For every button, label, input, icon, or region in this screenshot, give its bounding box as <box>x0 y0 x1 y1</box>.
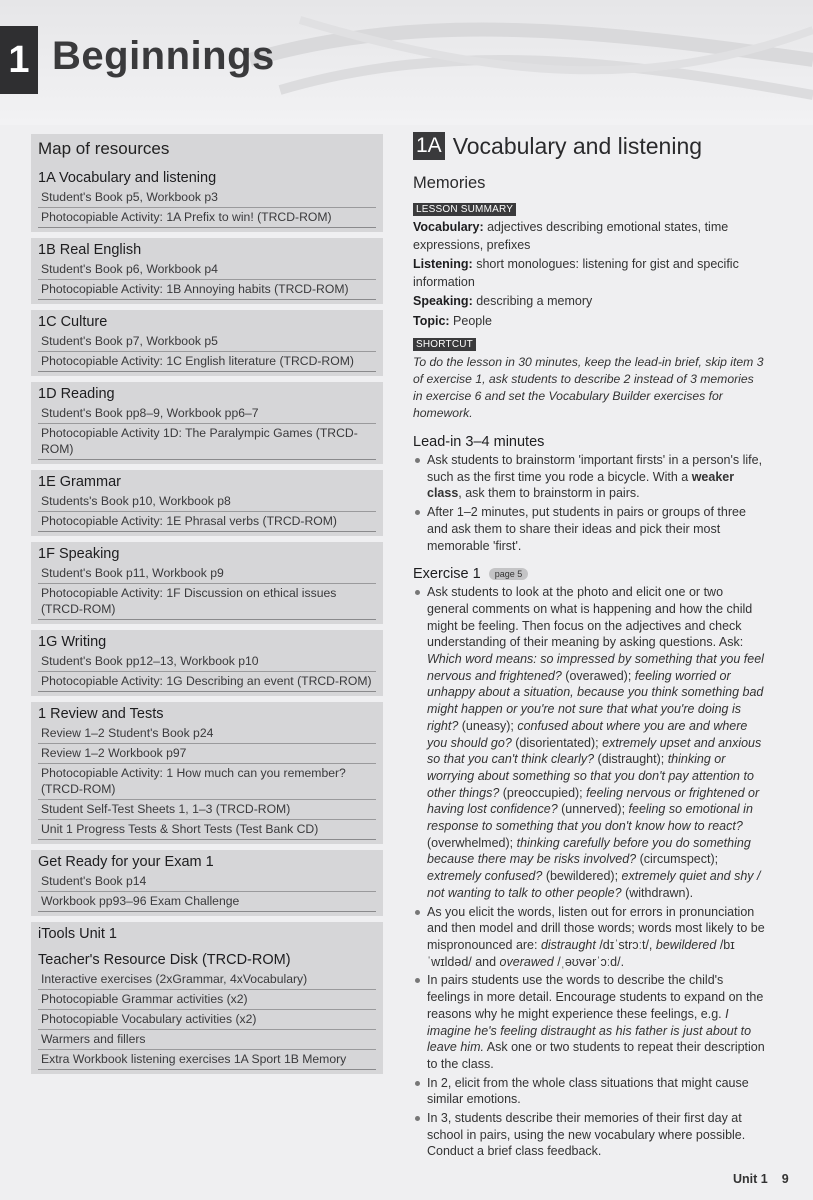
resource-block-1g <box>31 630 383 696</box>
section-heading <box>413 132 765 160</box>
resource-line: Student's Book p11, Workbook p9 <box>38 564 376 584</box>
trcd-title: Teacher's Resource Disk (TRCD-ROM) <box>38 952 291 968</box>
section-title: Vocabulary and listening <box>452 132 703 159</box>
summary-listening: Listening: short monologues: listening for gist and specific information <box>413 257 739 289</box>
resource-line: Photocopiable Activity: 1A Prefix to win! (TRCD-ROM) <box>38 208 376 228</box>
resource-line: Student's Book p5, Workbook p3 <box>38 188 376 208</box>
resource-line: Warmers and fillers <box>38 1030 376 1050</box>
resource-line: Extra Workbook listening exercises 1A Sport 1B Memory <box>38 1050 376 1070</box>
resource-line: Student's Book p14 <box>38 872 376 892</box>
resource-title: Get Ready for your Exam 1 <box>38 854 214 870</box>
map-heading: Map of resources <box>31 134 383 168</box>
list-item: Ask students to brainstorm 'important firsts' in a person's life, such as the first time you rode a bicycle. With a weaker class, ask them to brainstorm in pairs. <box>413 452 765 502</box>
lesson-summary <box>413 219 765 330</box>
summary-vocabulary: Vocabulary: adjectives describing emotional states, time expressions, prefixes <box>413 220 729 252</box>
list-item: In pairs students use the words to describe the child's feelings in more detail. Encourage students to expand on the reasons why he might experience these feelings, e.g. I imagine he's feeling distraught as his father is just about to leave him. Ask one or two students to repeat their description to the class. <box>413 972 765 1072</box>
list-item: In 3, students describe their memories of their first day at school in pairs, using the new vocabulary where possible. Conduct a brief class feedback. <box>413 1110 765 1160</box>
resource-block-itools <box>31 922 383 1074</box>
lesson-subtitle: Memories <box>413 174 486 192</box>
resource-line: Photocopiable Grammar activities (x2) <box>38 990 376 1010</box>
resource-title: 1C Culture <box>38 314 108 330</box>
resource-block-exam <box>31 850 383 916</box>
summary-speaking: Speaking: describing a memory <box>413 294 593 308</box>
resource-block-1a <box>31 168 383 232</box>
resource-line: Photocopiable Activity 1D: The Paralympic Games (TRCD-ROM) <box>38 424 376 460</box>
resource-line: Unit 1 Progress Tests & Short Tests (Test Bank CD) <box>38 820 376 840</box>
resource-line: Students's Book p10, Workbook p8 <box>38 492 376 512</box>
lesson-summary-tag: LESSON SUMMARY <box>413 203 516 216</box>
resource-line: Review 1–2 Student's Book p24 <box>38 724 376 744</box>
resource-block-1b <box>31 238 383 304</box>
resource-block-1d <box>31 382 383 464</box>
resource-line: Photocopiable Activity: 1E Phrasal verbs (TRCD-ROM) <box>38 512 376 532</box>
resource-title: 1B Real English <box>38 242 142 258</box>
resource-line: Student's Book pp8–9, Workbook pp6–7 <box>38 404 376 424</box>
list-item: In 2, elicit from the whole class situations that might cause similar emotions. <box>413 1075 765 1108</box>
leadin-list <box>413 452 765 554</box>
resource-line: Photocopiable Vocabulary activities (x2) <box>38 1010 376 1030</box>
resource-line: Photocopiable Activity: 1G Describing an event (TRCD-ROM) <box>38 672 376 692</box>
resource-title: 1A Vocabulary and listening <box>38 170 217 186</box>
exercise-1-heading <box>413 566 765 582</box>
resource-line: Interactive exercises (2xGrammar, 4xVocabulary) <box>38 970 376 990</box>
resource-title: 1 Review and Tests <box>38 706 164 722</box>
list-item: As you elicit the words, listen out for errors in pronunciation and then model and drill those words; words most likely to be mispronounced are: distraught /dɪˈstrɔːt/, bewildered /bɪˈwɪldəd/ and overawed /ˌəʊvərˈɔːd/. <box>413 904 765 971</box>
page-number: 9 <box>781 1172 789 1186</box>
resource-line: Student's Book pp12–13, Workbook p10 <box>38 652 376 672</box>
itools-title: iTools Unit 1 <box>38 926 117 942</box>
map-of-resources <box>31 134 383 1074</box>
list-item: Ask students to look at the photo and elicit one or two general comments on what is happening and how the child might be feeling. Then focus on the adjectives and check understanding of their meaning by asking questions. Ask: Which word means: so impressed by something that you feel nervous and frightened? (overawed); feeling worried or unhappy about a situation, because you think something bad might happen or you're not sure that what you're doing is right? (uneasy); confused about where you are and where you should go? (disorientated); extremely upset and anxious so that you can't think clearly? (distraught); thinking or worrying about something so that you don't pay attention to other things? (preoccupied); feeling nervous or frightened or having lost confidence? (unnerved); feeling so emotional in response to something that you don't know how to react? (overwhelmed); thinking carefully before you do something because there may be risks involved? (circumspect); extremely confused? (bewildered); extremely quiet and shy / not wanting to talk to other people? (withdrawn). <box>413 584 765 901</box>
resource-title: 1E Grammar <box>38 474 121 490</box>
resource-line: Student's Book p7, Workbook p5 <box>38 332 376 352</box>
resource-line: Student Self-Test Sheets 1, 1–3 (TRCD-ROM) <box>38 800 376 820</box>
resource-line: Photocopiable Activity: 1 How much can you remember? (TRCD-ROM) <box>38 764 376 800</box>
list-item: After 1–2 minutes, put students in pairs or groups of three and ask them to share their ideas and pick their most memorable 'first'. <box>413 504 765 554</box>
footer-unit-label: Unit 1 <box>733 1172 768 1186</box>
resource-line: Photocopiable Activity: 1C English literature (TRCD-ROM) <box>38 352 376 372</box>
section-badge: 1A <box>413 132 445 160</box>
resource-block-1f <box>31 542 383 624</box>
shortcut-text: To do the lesson in 30 minutes, keep the lead-in brief, skip item 3 of exercise 1, ask students to describe 2 instead of 3 memories in exercise 6 and set the Vocabulary Builder exercises for homework. <box>413 355 764 420</box>
resource-title: 1D Reading <box>38 386 115 402</box>
resource-line: Student's Book p6, Workbook p4 <box>38 260 376 280</box>
resource-line: Workbook pp93–96 Exam Challenge <box>38 892 376 912</box>
page-reference-pill: page 5 <box>489 568 529 580</box>
resource-title: 1G Writing <box>38 634 107 650</box>
resource-block-1e <box>31 470 383 536</box>
resource-line: Review 1–2 Workbook p97 <box>38 744 376 764</box>
resource-block-1c <box>31 310 383 376</box>
page-footer <box>733 1172 789 1186</box>
lesson-column <box>413 132 765 1162</box>
leadin-title: Lead-in 3–4 minutes <box>413 434 545 450</box>
summary-topic: Topic: People <box>413 313 492 328</box>
exercise-title: Exercise 1 <box>413 566 481 583</box>
shortcut-tag: SHORTCUT <box>413 338 476 351</box>
unit-number-box: 1 <box>0 26 38 94</box>
resource-title: 1F Speaking <box>38 546 120 562</box>
chapter-title: Beginnings <box>52 34 275 78</box>
resource-block-review <box>31 702 383 844</box>
resource-line: Photocopiable Activity: 1B Annoying habits (TRCD-ROM) <box>38 280 376 300</box>
resource-line: Photocopiable Activity: 1F Discussion on ethical issues (TRCD-ROM) <box>38 584 376 620</box>
exercise-1-list <box>413 584 765 1160</box>
